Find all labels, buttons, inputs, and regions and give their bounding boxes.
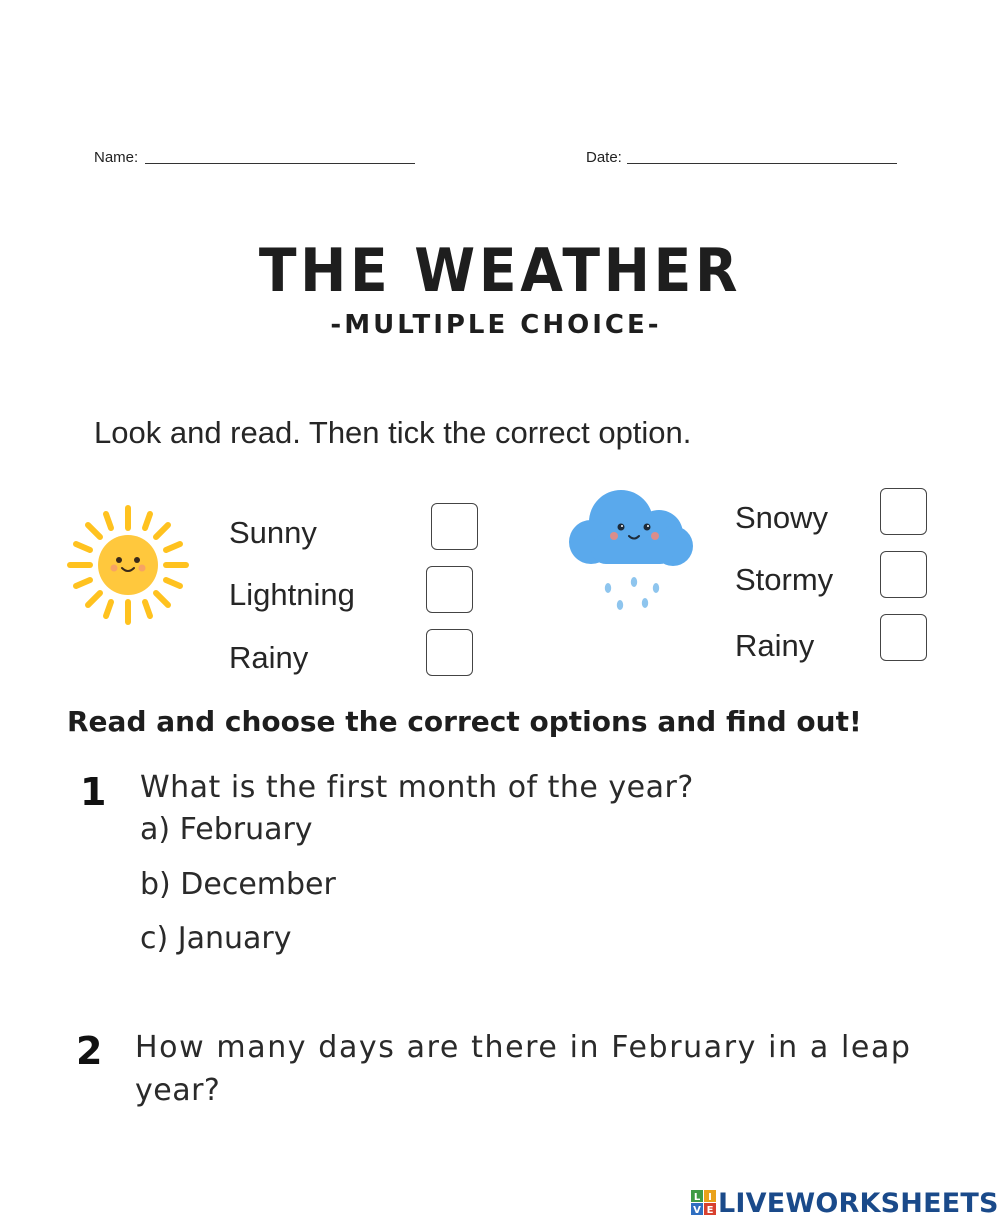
name-label: Name: — [94, 149, 139, 166]
worksheet-title: THE WEATHER — [258, 236, 742, 306]
sun-option-label: Rainy — [229, 640, 309, 675]
cloud-option-label: Stormy — [735, 562, 834, 597]
cloud-option-checkbox[interactable] — [880, 488, 927, 535]
rain-cloud-icon — [563, 484, 699, 616]
answer-choice[interactable]: a) February — [140, 812, 313, 847]
cloud-option-checkbox[interactable] — [880, 614, 927, 661]
question-number: 2 — [76, 1029, 103, 1073]
section-heading: Read and choose the correct options and find out! — [67, 705, 862, 738]
date-field[interactable] — [627, 163, 897, 164]
date-label: Date: — [586, 149, 622, 166]
sun-icon — [62, 500, 194, 630]
answer-choice[interactable]: b) December — [140, 867, 336, 902]
cloud-option-label: Snowy — [735, 500, 829, 535]
name-field[interactable] — [145, 163, 415, 164]
sun-option-label: Lightning — [229, 577, 355, 612]
sun-option-label: Sunny — [229, 515, 317, 550]
logo-letter: I — [708, 1192, 712, 1203]
logo-letter: E — [706, 1205, 714, 1216]
sun-option-checkbox[interactable] — [426, 566, 473, 613]
question-text-continued: year? — [135, 1073, 221, 1108]
cloud-option-label: Rainy — [735, 628, 815, 663]
sun-option-checkbox[interactable] — [426, 629, 473, 676]
logo-letter: L — [693, 1192, 701, 1203]
question-number: 1 — [80, 770, 107, 814]
liveworksheets-logo-icon — [691, 1190, 717, 1216]
answer-choice[interactable]: c) January — [140, 921, 292, 956]
logo-letter: V — [693, 1205, 701, 1216]
question-text: How many days are there in February in a leap — [135, 1030, 912, 1065]
sun-option-checkbox[interactable] — [431, 503, 478, 550]
instruction-text: Look and read. Then tick the correct option. — [94, 415, 692, 450]
question-text: What is the first month of the year? — [140, 770, 694, 805]
brand-name: LIVEWORKSHEETS — [718, 1188, 999, 1219]
worksheet-subtitle: -MULTIPLE CHOICE- — [330, 310, 662, 340]
cloud-option-checkbox[interactable] — [880, 551, 927, 598]
